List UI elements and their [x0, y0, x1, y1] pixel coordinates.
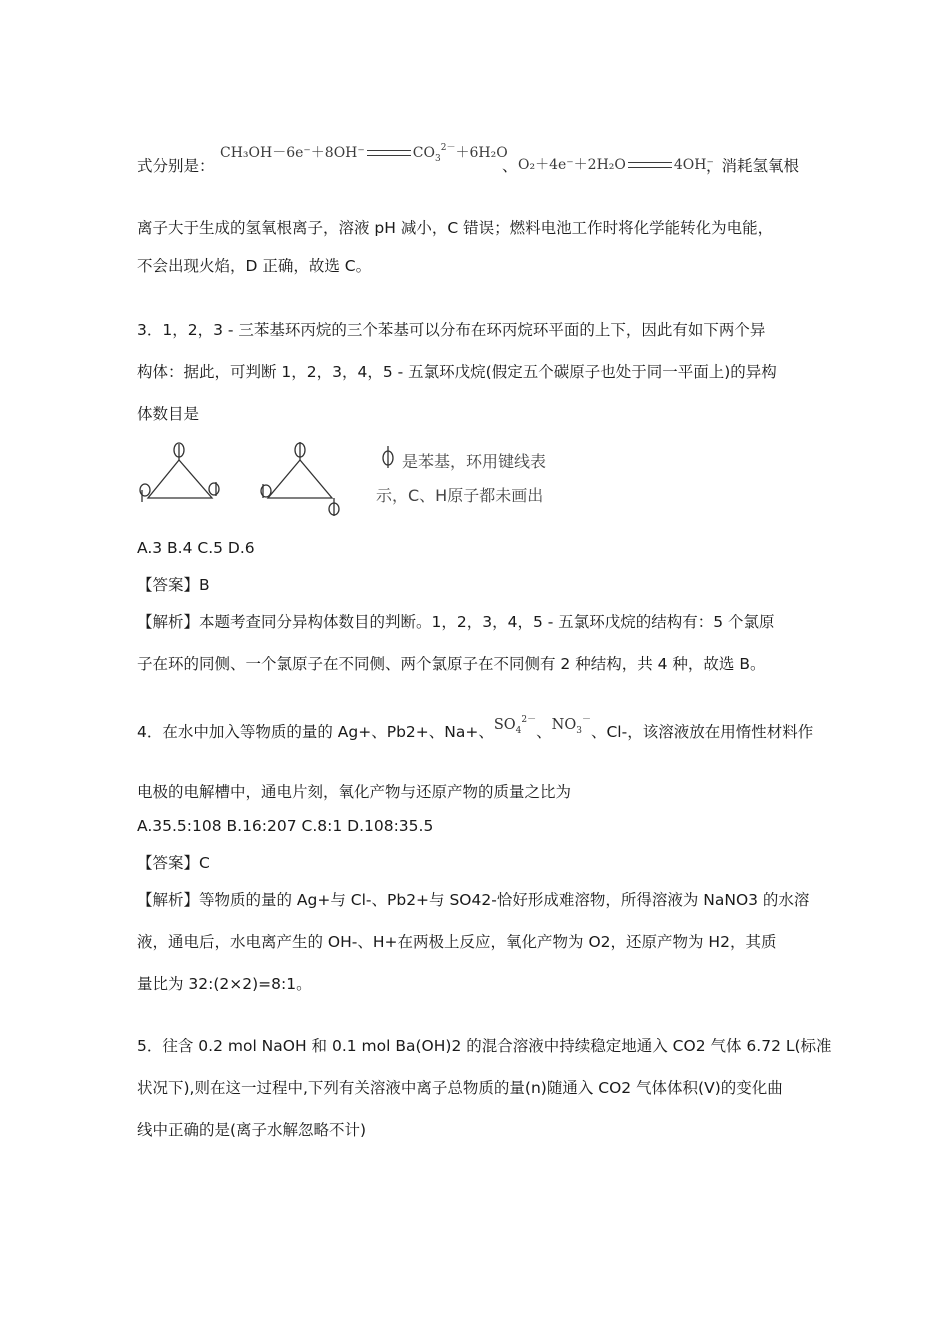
- equals-double-bar: [367, 150, 411, 156]
- figure-legend-line1: 是苯基，环用键线表: [402, 452, 547, 471]
- formula-suffix: ，消耗氢氧根: [706, 157, 800, 175]
- question-3-explanation: 子在环的同侧、一个氯原子在不同侧、两个氯原子在不同侧有 2 种结构，共 4 种，故选 B。: [137, 655, 766, 673]
- paragraph-text: 离子大于生成的氢氧根离子，溶液 pH 减小，C 错误；燃料电池工作时将化学能转化为电能，: [137, 219, 774, 237]
- question-5-text: 线中正确的是(离子水解忽略不计): [137, 1121, 367, 1139]
- equals-double-bar: [628, 162, 672, 168]
- question-3-answer: 【答案】B: [137, 576, 210, 594]
- question-4-options: A.35.5:108 B.16:207 C.8:1 D.108:35.5: [137, 817, 434, 835]
- question-3-explanation: 【解析】本题考查同分异构体数目的判断。1，2，3，4，5 - 五氯环戊烷的结构有：5 个氯原: [137, 613, 775, 631]
- question-4-explanation: 液，通电后，水电离产生的 OH-、H+在两极上反应，氧化产物为 O2，还原产物为 H2，其质: [137, 933, 777, 951]
- question-3-text: 3．1，2，3 - 三苯基环丙烷的三个苯基可以分布在环丙烷环平面的上下，因此有如下两个异: [137, 321, 766, 339]
- oxygen-electrode-equation: O₂＋4e⁻＋2H₂O 4OH⁻: [518, 157, 714, 173]
- figure-legend-line2: 示，C、H原子都未画出: [376, 486, 544, 505]
- question-5-text: 5．往含 0.2 mol NaOH 和 0.1 mol Ba(OH)2 的混合溶液中持续稳定地通入 CO2 气体 6.72 L(标准: [137, 1037, 832, 1055]
- formula-intro-line: [137, 156, 215, 176]
- question-3-options: A.3 B.4 C.5 D.6: [137, 539, 255, 557]
- question-3-text: 体数目是: [137, 405, 200, 423]
- sulfate-ion: $SO_4^{2-}$: [493, 715, 537, 736]
- formula-separator: 、: [502, 157, 518, 175]
- paragraph-text: 不会出现火焰，D 正确，故选 C。: [137, 257, 372, 275]
- cyclopropane-ring-2: [268, 460, 332, 498]
- triphenylcyclopropane-isomers-figure: [134, 436, 564, 522]
- question-4-explanation: 量比为 32:(2×2)=8:1。: [137, 975, 312, 993]
- question-4-answer: 【答案】C: [137, 854, 210, 872]
- question-5-text: 状况下),则在这一过程中,下列有关溶液中离子总物质的量(n)随通入 CO2 气体体积(V)的变化曲: [137, 1079, 783, 1097]
- question-3-text: 构体：据此，可判断 1，2，3，4，5 - 五氯环戊烷(假定五个碳原子也处于同一平面上)的异构: [137, 363, 777, 381]
- methanol-electrode-equation: CH₃OH－6e⁻＋8OH⁻ $CO_3^{2-}+6H_2O$: [220, 143, 508, 164]
- cyclopropane-ring-1: [148, 460, 212, 498]
- question-4-text: 电极的电解槽中，通电片刻，氧化产物与还原产物的质量之比为: [137, 783, 572, 801]
- nitrate-ion: $NO_3^-$: [551, 715, 591, 736]
- question-4-stem-line1: 4．在水中加入等物质的量的 Ag+、Pb2+、Na+、$SO_4^{2-}$、$NO_3^-$、Cl-，该溶液放在用惰性材料作: [137, 715, 814, 741]
- phenyl-symbol: [209, 483, 219, 495]
- question-4-explanation: 【解析】等物质的量的 Ag+与 Cl-、Pb2+与 SO42-恰好形成难溶物，所得溶液为 NaNO3 的水溶: [137, 891, 810, 909]
- formula-intro-prefix: 式分别是：: [137, 157, 215, 175]
